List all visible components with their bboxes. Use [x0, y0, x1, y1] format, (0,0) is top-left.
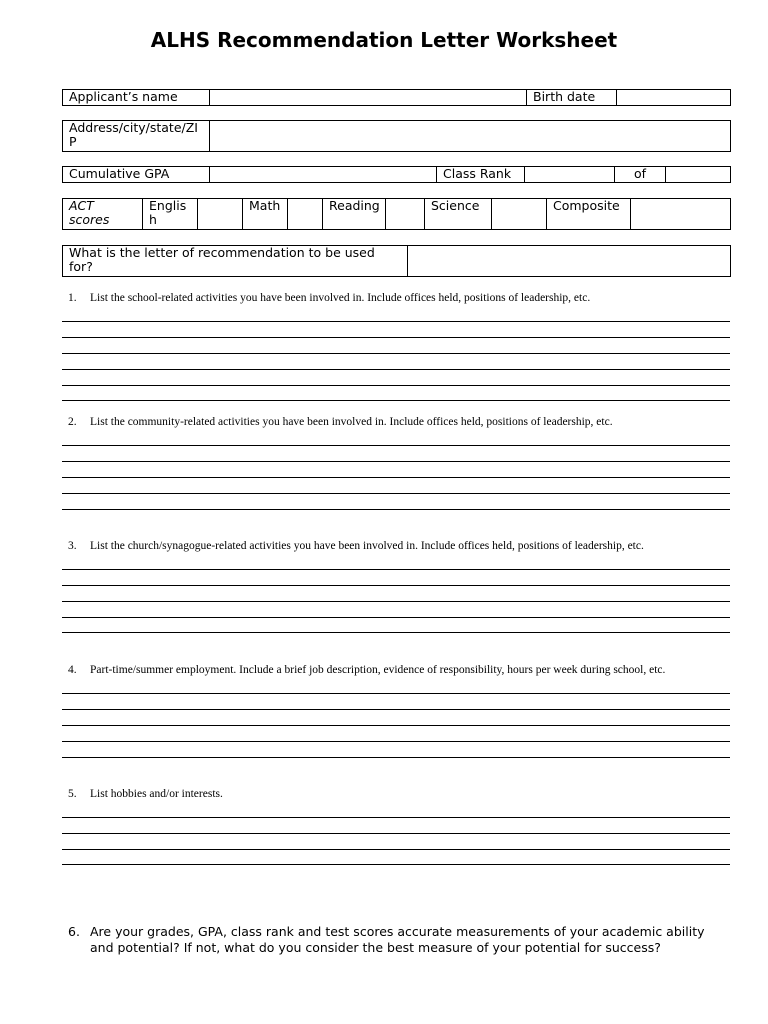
- answer-line[interactable]: [62, 585, 730, 586]
- address-row: [62, 120, 731, 152]
- address-label: Address/city/state/ZI P: [63, 121, 210, 152]
- question-4: [68, 664, 730, 676]
- answer-line[interactable]: [62, 369, 730, 370]
- question-6: [68, 924, 730, 956]
- answer-line[interactable]: [62, 817, 730, 818]
- science-score-field[interactable]: [492, 199, 547, 230]
- answer-line[interactable]: [62, 461, 730, 462]
- applicant-name-field[interactable]: [210, 90, 527, 106]
- question-text: Are your grades, GPA, class rank and test scores accurate measurements of your academic ability and potential? If not, what do you consider the best measure of your potential for success?: [90, 924, 705, 955]
- answer-line[interactable]: [62, 445, 730, 446]
- english-label: Englis h: [143, 199, 198, 230]
- answer-line[interactable]: [62, 321, 730, 322]
- act-scores-row: [62, 198, 731, 230]
- question-5: [68, 788, 730, 800]
- answer-line[interactable]: [62, 509, 730, 510]
- question-number: 2.: [68, 416, 77, 428]
- class-size-field[interactable]: [666, 167, 731, 183]
- question-1: [68, 292, 730, 304]
- answer-line[interactable]: [62, 617, 730, 618]
- applicant-name-label: Applicant’s name: [63, 90, 210, 106]
- answer-line[interactable]: [62, 632, 730, 633]
- purpose-field[interactable]: [408, 246, 731, 277]
- act-scores-label: ACT scores: [63, 199, 143, 230]
- answer-line[interactable]: [62, 477, 730, 478]
- question-text: List hobbies and/or interests.: [90, 788, 223, 800]
- question-text: List the community-related activities you have been involved in. Include offices held, positions of leadership, etc.: [90, 416, 613, 428]
- answer-line[interactable]: [62, 353, 730, 354]
- page-title: ALHS Recommendation Letter Worksheet: [150, 28, 618, 52]
- answer-line[interactable]: [62, 741, 730, 742]
- question-2: [68, 416, 730, 428]
- question-text: List the school-related activities you have been involved in. Include offices held, positions of leadership, etc.: [90, 292, 591, 304]
- reading-score-field[interactable]: [386, 199, 425, 230]
- answer-line[interactable]: [62, 601, 730, 602]
- question-text: List the church/synagogue-related activities you have been involved in. Include offices held, positions of leadership, etc.: [90, 540, 644, 552]
- answer-line[interactable]: [62, 833, 730, 834]
- applicant-row: [62, 89, 731, 106]
- answer-line[interactable]: [62, 569, 730, 570]
- question-text: Part-time/summer employment. Include a brief job description, evidence of responsibility, hours per week during school, etc.: [90, 664, 666, 676]
- english-score-field[interactable]: [198, 199, 243, 230]
- class-rank-label: Class Rank: [437, 167, 525, 183]
- question-3: [68, 540, 730, 552]
- question-number: 6.: [68, 924, 80, 939]
- birth-date-label: Birth date: [527, 90, 617, 106]
- composite-label: Composite: [547, 199, 631, 230]
- purpose-label: What is the letter of recommendation to be used for?: [63, 246, 408, 277]
- question-number: 5.: [68, 788, 77, 800]
- answer-line[interactable]: [62, 493, 730, 494]
- class-rank-field[interactable]: [525, 167, 615, 183]
- birth-date-field[interactable]: [617, 90, 731, 106]
- math-label: Math: [243, 199, 288, 230]
- question-number: 4.: [68, 664, 77, 676]
- composite-score-field[interactable]: [631, 199, 731, 230]
- answer-line[interactable]: [62, 337, 730, 338]
- question-number: 3.: [68, 540, 77, 552]
- answer-line[interactable]: [62, 709, 730, 710]
- gpa-field[interactable]: [210, 167, 437, 183]
- address-field[interactable]: [210, 121, 731, 152]
- answer-line[interactable]: [62, 385, 730, 386]
- purpose-row: [62, 245, 731, 277]
- reading-label: Reading: [323, 199, 386, 230]
- gpa-label: Cumulative GPA: [63, 167, 210, 183]
- gpa-row: [62, 166, 731, 183]
- of-label: of: [615, 167, 666, 183]
- answer-line[interactable]: [62, 757, 730, 758]
- science-label: Science: [425, 199, 492, 230]
- math-score-field[interactable]: [288, 199, 323, 230]
- answer-line[interactable]: [62, 725, 730, 726]
- answer-line[interactable]: [62, 864, 730, 865]
- question-number: 1.: [68, 292, 77, 304]
- answer-line[interactable]: [62, 693, 730, 694]
- answer-line[interactable]: [62, 849, 730, 850]
- answer-line[interactable]: [62, 400, 730, 401]
